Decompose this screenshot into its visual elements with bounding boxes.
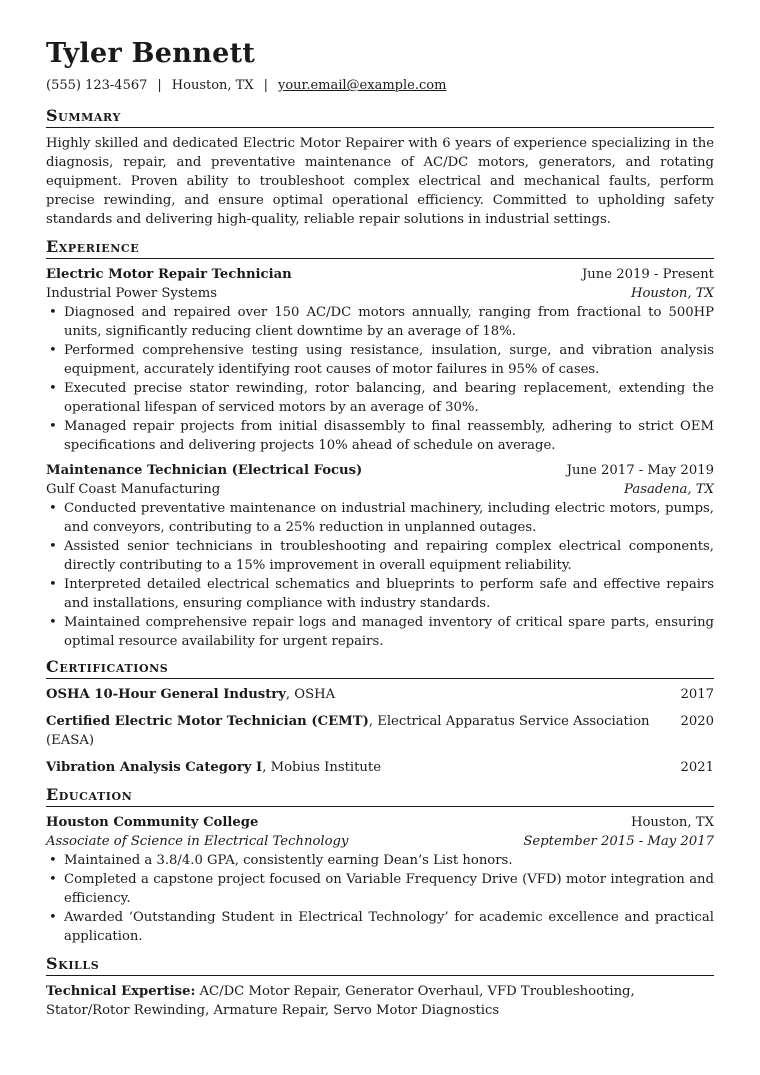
candidate-name: Tyler Bennett xyxy=(46,38,256,69)
cert-year: 2017 xyxy=(680,687,714,702)
bullet-item: • Executed precise stator rewinding, rotor balancing, and bearing replacement, extending the operational lifespan of serviced motors by an average of 30%. xyxy=(46,379,714,417)
certification-item xyxy=(46,712,714,750)
cert-issuer: , OSHA xyxy=(285,687,336,702)
summary-section xyxy=(46,106,714,229)
bullet-item: • Diagnosed and repaired over 150 AC/DC motors annually, ranging from fractional to 500HP units, significantly reducing client downtime by an average of 18%. xyxy=(46,303,714,341)
contact-line xyxy=(46,76,714,95)
section-title-summary: Summary xyxy=(46,106,714,128)
section-title-education: Education xyxy=(46,785,714,807)
contact-separator: | xyxy=(263,78,268,93)
bullet-item: • Managed repair projects from initial disassembly to final reassembly, adhering to strict OEM specifications and delivering projects 10% ahead of schedule on average. xyxy=(46,417,714,455)
education-dates: September 2015 - May 2017 xyxy=(523,834,714,849)
degree-name: Associate of Science in Electrical Technology xyxy=(46,834,349,849)
bullet-item: • Maintained comprehensive repair logs and managed inventory of critical spare parts, ensuring optimal resource availability for urgent repairs. xyxy=(46,613,714,651)
cert-year: 2021 xyxy=(680,760,714,775)
section-title-certifications: Certifications xyxy=(46,657,714,679)
company-name: Industrial Power Systems xyxy=(46,286,217,301)
resume-page xyxy=(46,0,714,1020)
location: Houston, TX xyxy=(171,78,254,93)
school-name: Houston Community College xyxy=(46,815,259,830)
cert-year: 2020 xyxy=(680,714,714,729)
job-dates: June 2017 - May 2019 xyxy=(566,463,714,478)
cert-issuer: , Mobius Institute xyxy=(262,760,382,775)
job-location: Houston, TX xyxy=(630,286,714,301)
company-name: Gulf Coast Manufacturing xyxy=(46,482,221,497)
bullet-item: • Interpreted detailed electrical schematics and blueprints to perform safe and effective repairs and installations, ensuring compliance with industry standards. xyxy=(46,575,714,613)
job-title: Maintenance Technician (Electrical Focus) xyxy=(46,463,363,478)
certification-item xyxy=(46,758,714,777)
certifications-section xyxy=(46,657,714,777)
school-location: Houston, TX xyxy=(630,815,714,830)
contact-separator: | xyxy=(157,78,162,93)
certification-item xyxy=(46,685,714,704)
email-link[interactable]: your.email@example.com xyxy=(278,78,447,93)
education-section xyxy=(46,785,714,946)
skills-section xyxy=(46,954,714,1020)
job-title: Electric Motor Repair Technician xyxy=(46,267,292,282)
summary-text: Highly skilled and dedicated Electric Motor Repairer with 6 years of experience specializing in the diagnosis, repair, and preventative maintenance of AC/DC motors, generators, and rotating equipment. Proven ability to troubleshoot complex electrical and mechanical faults, perform precise rewinding, and ensure optimal operational efficiency. Committed to upholding safety standards and delivering high-quality, reliable repair solutions in industrial settings. xyxy=(46,136,714,227)
experience-section xyxy=(46,237,714,651)
education-bullets xyxy=(46,851,714,946)
cert-name: OSHA 10-Hour General Industry xyxy=(46,687,286,702)
bullet-item: • Awarded ‘Outstanding Student in Electrical Technology’ for academic excellence and practical application. xyxy=(46,908,714,946)
job-entry xyxy=(46,461,714,651)
bullet-item: • Completed a capstone project focused on Variable Frequency Drive (VFD) motor integration and efficiency. xyxy=(46,870,714,908)
skills-text: AC/DC Motor Repair, Generator Overhaul, VFD Troubleshooting, Stator/Rotor Rewinding, Armature Repair, Servo Motor Diagnostics xyxy=(46,984,635,1018)
section-title-experience: Experience xyxy=(46,237,714,259)
cert-name: Vibration Analysis Category I xyxy=(46,760,263,775)
skills-label: Technical Expertise: xyxy=(46,984,196,999)
cert-issuer: , Electrical Apparatus Service Association (EASA) xyxy=(46,714,650,748)
job-bullets xyxy=(46,499,714,651)
skills-line xyxy=(46,982,714,1020)
job-entry xyxy=(46,265,714,455)
section-title-skills: Skills xyxy=(46,954,714,976)
job-bullets xyxy=(46,303,714,455)
bullet-item: • Conducted preventative maintenance on industrial machinery, including electric motors, pumps, and conveyors, contributing to a 25% reduction in unplanned outages. xyxy=(46,499,714,537)
bullet-item: • Maintained a 3.8/4.0 GPA, consistently earning Dean’s List honors. xyxy=(46,851,714,870)
job-location: Pasadena, TX xyxy=(624,482,714,497)
bullet-item: • Performed comprehensive testing using resistance, insulation, surge, and vibration analysis equipment, accurately identifying root causes of motor failures in 95% of cases. xyxy=(46,341,714,379)
phone-number: (555) 123-4567 xyxy=(46,78,148,93)
bullet-item: • Assisted senior technicians in troubleshooting and repairing complex electrical components, directly contributing to a 15% improvement in overall equipment reliability. xyxy=(46,537,714,575)
cert-name: Certified Electric Motor Technician (CEMT) xyxy=(46,714,369,729)
job-dates: June 2019 - Present xyxy=(581,267,714,282)
